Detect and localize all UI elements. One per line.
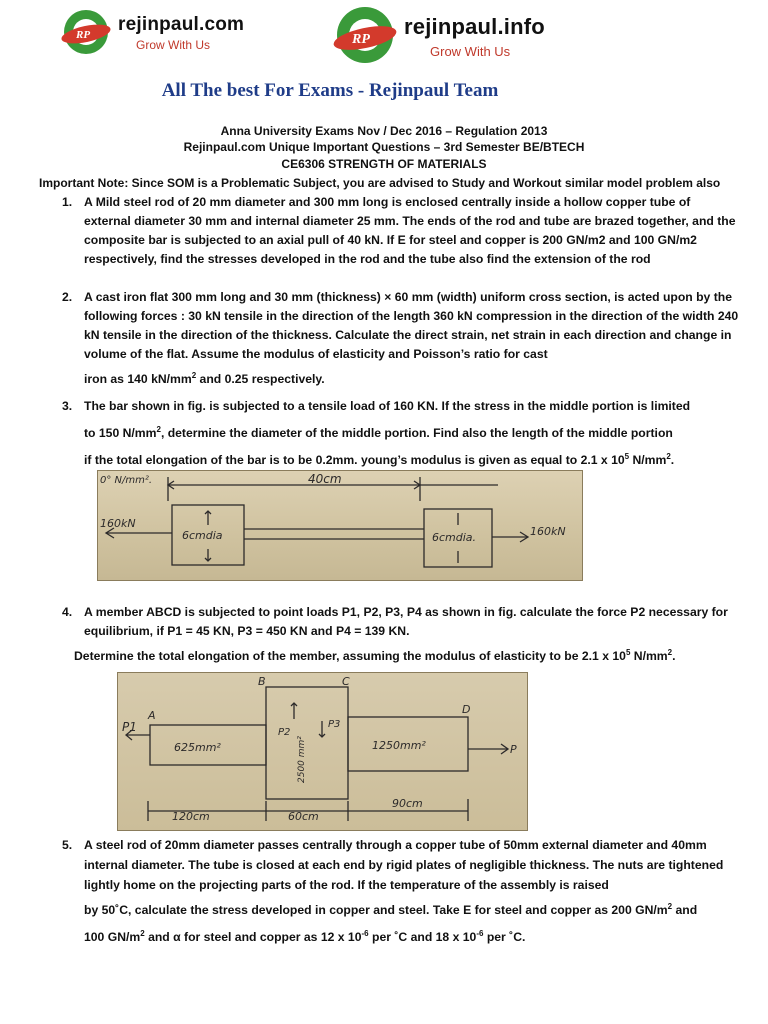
fig1-right-dia: 6cmdia. — [432, 531, 477, 544]
logo-rejinpaul-info — [330, 0, 545, 70]
fig2-len3: 90cm — [392, 797, 423, 810]
question-4-subpart: Determine the total elongation of the member, assuming the modulus of elasticity to be 2.1 x $10^5$ $N/mm^2$. — [74, 648, 676, 664]
question-text: A Mild steel rod of 20 mm diameter and 300 mm long is enclosed centrally inside a hollow copper tube of external diameter 30 mm and internal diameter 25 mm. The ends of the rod and tube are brazed together, and the composite bar is subjected to an axial pull of 40 kN. If E for steel and copper is 200 GN/m2 and 100 GN/m2 respectively, find the stresses developed in the rod and the tube also find the extension of the rod — [84, 195, 736, 266]
logo2-tagline: Grow With Us — [430, 44, 511, 59]
fig2-p2-label: P2 — [278, 727, 291, 738]
questions-line: Rejinpaul.com Unique Important Questions – 3rd Semester BE/BTECH — [183, 140, 585, 154]
question-number: 1. — [62, 195, 73, 209]
fig2-p-label: P — [510, 743, 517, 756]
question-text: A steel rod of 20mm diameter passes centrally through a copper tube of 50mm external diameter and 40mm internal diameter. The tube is closed at each end by rigid plates of negligible thickness. The nuts are tightened lightly home on the projecting parts of the rod. If the temperature of the assembly is raised — [84, 838, 724, 892]
question-text: A member ABCD is subjected to point loads P1, P2, P3, P4 as shown in fig. calculate the force P2 necessary for equilibrium, if P1 = 45 KN, P3 = 450 KN and P4 = 139 KN. — [84, 605, 728, 638]
question-line: if the total elongation of the bar is to be 0.2mm. young’s modulus is given as equal to 2.1 x $10^5$ $N/mm^2$. — [84, 452, 675, 468]
question-4 — [62, 603, 740, 641]
question-line: 100 $GN/m^2$ and α for steel and copper as 12 x $10^{-6}$ per ˚C and 18 x $10^{-6}$ per ˚C. — [84, 929, 526, 945]
question-number: 5. — [62, 838, 73, 852]
fig2-a-label: A — [148, 709, 156, 722]
question-text: A cast iron flat 300 mm long and 30 mm (thickness) × 60 mm (width) uniform cross section, is acted upon by the following forces : 30 kN tensile in the direction of the length 360 kN compression in the direction of the width 240 kN tensile in the direction of the thickness. Calculate the direct strain, net strain in each direction and change in volume of the flat. Assume the modulus of elasticity and Poisson’s ratio for cast — [84, 290, 739, 361]
question-2 — [62, 288, 740, 391]
question-number: 3. — [62, 399, 73, 413]
figure-bar-diagram — [97, 470, 583, 581]
fig1-right-load: 160kN — [530, 525, 566, 538]
fig2-area1: 625mm² — [174, 741, 221, 754]
important-note: Important Note: Since SOM is a Problematic Subject, you are advised to Study and Workout similar model problem also — [39, 176, 721, 190]
rp-logo-icon — [58, 4, 114, 60]
logo1-mark-text: RP — [76, 29, 91, 41]
logo2-site: rejinpaul.info — [404, 14, 545, 39]
question-3 — [62, 394, 740, 472]
question-line: to 150 $N/mm^2$, determine the diameter of the middle portion. Find also the length of the middle portion — [84, 425, 673, 441]
fig2-d-label: D — [462, 703, 471, 716]
question-1 — [62, 193, 740, 269]
banner-title: All The best For Exams - Rejinpaul Team — [161, 80, 499, 101]
question-5 — [62, 835, 740, 949]
fig2-len2: 60cm — [288, 810, 319, 823]
figure-member-abcd — [117, 672, 528, 831]
logo1-site: rejinpaul.com — [118, 14, 245, 35]
fig2-area3: 1250mm² — [372, 739, 426, 752]
question-text-last-line: iron as 140 $kN/mm^2$ and 0.25 respectively. — [84, 371, 325, 387]
fig1-length-label: 40cm — [308, 472, 342, 486]
fig2-b-label: B — [258, 675, 266, 688]
subject-line: CE6306 STRENGTH OF MATERIALS — [281, 157, 487, 171]
rp-logo-icon — [330, 0, 400, 70]
fig1-left-load: 160kN — [100, 517, 136, 530]
logo-rejinpaul-com — [58, 4, 244, 60]
question-number: 4. — [62, 605, 73, 619]
fig2-p3-label: P3 — [328, 719, 341, 730]
logo1-tagline: Grow With Us — [136, 38, 211, 52]
exam-line: Anna University Exams Nov / Dec 2016 – Regulation 2013 — [220, 124, 548, 138]
fig2-len1: 120cm — [172, 810, 210, 823]
question-line: The bar shown in fig. is subjected to a tensile load of 160 KN. If the stress in the middle portion is limited — [84, 399, 691, 413]
fig2-area2: 2500 mm² — [297, 736, 307, 783]
fig1-left-dia: 6cmdia — [182, 529, 223, 542]
question-number: 2. — [62, 290, 73, 304]
fig2-p1-label: P1 — [122, 720, 137, 734]
logo2-mark-text: RP — [352, 32, 370, 47]
fig1-corner-label: 0° N/mm². — [100, 475, 153, 486]
fig2-c-label: C — [342, 675, 350, 688]
question-line: by 50˚C, calculate the stress developed in copper and steel. Take E for steel and copper as 200 $GN/m^2$ and — [84, 902, 698, 918]
